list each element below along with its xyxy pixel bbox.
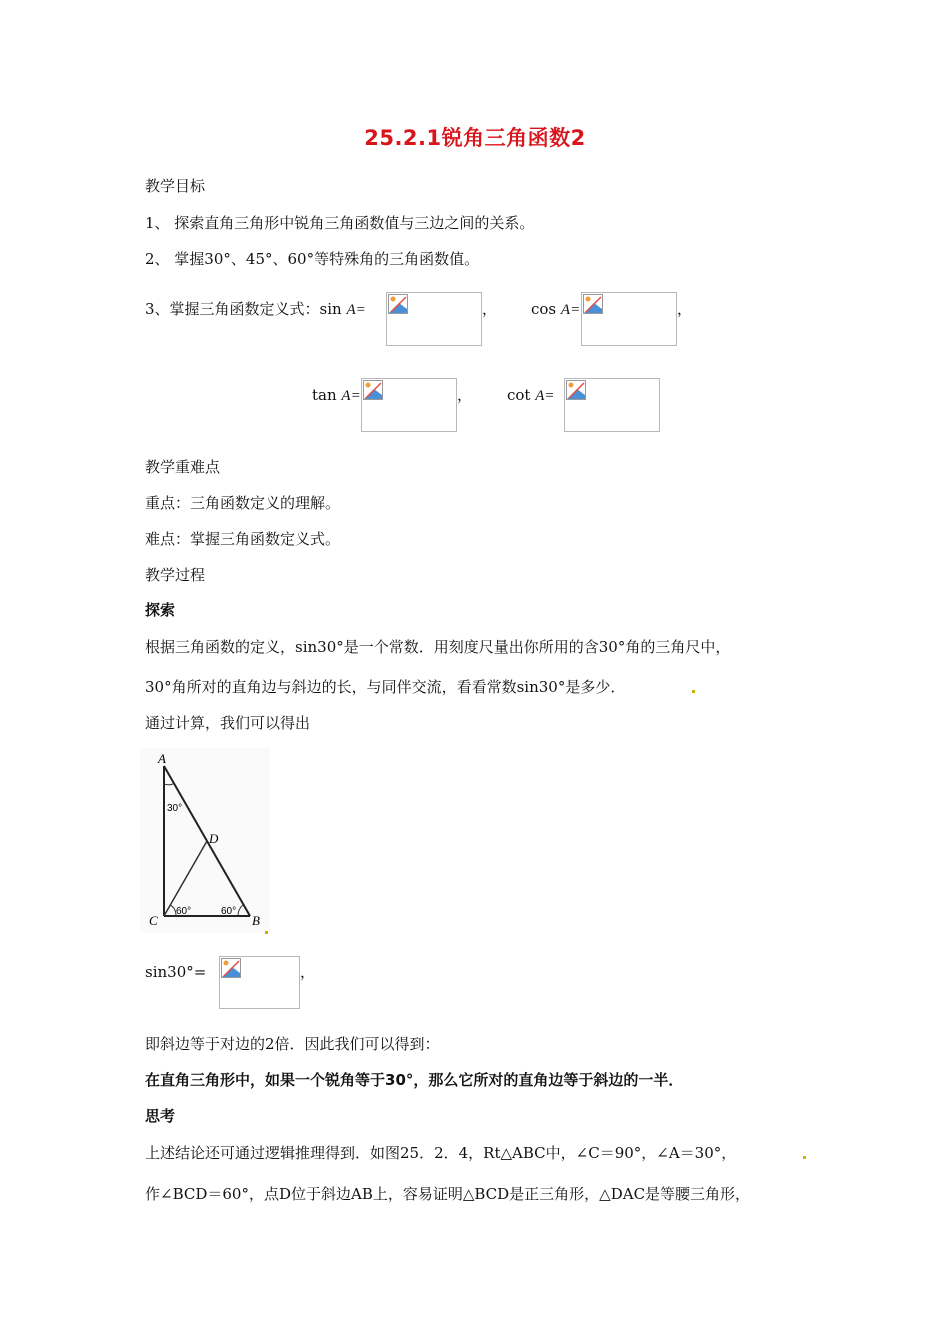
think-paragraph-line-1: 上述结论还可通过逻辑推理得到．如图25．2．4，Rt△ABC中，∠C＝90°，∠A＝30°， [145,1144,737,1162]
cot-expression [507,385,555,406]
objective-item-1: 1、 探索直角三角形中锐角三角函数值与三边之间的关系。 [145,214,535,232]
think-paragraph-line-2: 作∠BCD＝60°，点D位于斜边AB上，容易证明△BCD是正三角形，△DAC是等腰三角形， [145,1185,751,1203]
sin-formula-image [386,292,482,346]
hypotenuse-statement: 即斜边等于对边的2倍．因此我们可以得到： [145,1035,440,1053]
figure-background [140,748,270,933]
vertex-D-label: D [209,831,219,846]
cos-expression [531,299,580,320]
broken-image-icon [221,958,241,978]
objective-item-3-prefix: 3、掌握三角函数定义式：sin [145,300,342,318]
tan-label: tan [312,386,337,404]
cot-formula-image [564,378,660,432]
sin-comma: ， [482,300,498,318]
triangle-figure [140,748,270,933]
broken-image-icon [583,294,603,314]
broken-image-icon [388,294,408,314]
key-points-heading: 教学重难点 [145,458,221,476]
objective-item-2: 2、 掌握30°、45°、60°等特殊角的三角函数值。 [145,250,480,268]
sin30-formula-image [219,956,300,1009]
marker-dot [265,931,268,934]
marker-dot [692,690,695,693]
vertex-B-label: B [252,913,260,928]
tan-variable: A= [341,388,361,404]
think-heading: 思考 [145,1107,176,1125]
cos-formula-image [581,292,677,346]
objectives-heading: 教学目标 [145,177,206,195]
angle-C-label: 60° [176,906,192,917]
theorem-conclusion: 在直角三角形中，如果一个锐角等于30°，那么它所对的直角边等于斜边的一半． [145,1071,684,1089]
angle-B-label: 60° [221,906,237,917]
cos-variable: A= [560,302,581,318]
marker-dot [803,1156,806,1159]
vertex-C-label: C [149,913,158,928]
tan-formula-image [361,378,457,432]
tan-expression [312,385,361,406]
cot-label: cot [507,386,531,404]
sin30-label: sin30°= [145,963,207,981]
angle-A-label: 30° [167,803,183,814]
calculation-intro: 通过计算，我们可以得出 [145,714,311,732]
vertex-A-label: A [158,751,166,766]
broken-image-icon [363,380,383,400]
page-title: 25.2.1锐角三角函数2 [364,126,586,150]
cot-variable: A= [535,388,555,404]
explore-heading: 探索 [145,601,176,619]
tan-comma: ， [457,386,473,404]
cos-comma: ， [677,300,693,318]
sin-variable: A= [346,302,366,318]
key-point-focus: 重点：三角函数定义的理解。 [145,494,341,512]
explore-paragraph-line-1: 根据三角函数的定义，sin30°是一个常数．用刻度尺量出你所用的含30°角的三角尺中， [145,638,731,656]
cos-label: cos [531,300,557,318]
broken-image-icon [566,380,586,400]
sin30-comma: ， [300,963,316,981]
process-heading: 教学过程 [145,566,206,584]
key-point-difficulty: 难点：掌握三角函数定义式。 [145,530,341,548]
explore-paragraph-line-2: 30°角所对的直角边与斜边的长，与同伴交流，看看常数sin30°是多少． [145,678,626,696]
objective-item-3 [145,299,366,320]
